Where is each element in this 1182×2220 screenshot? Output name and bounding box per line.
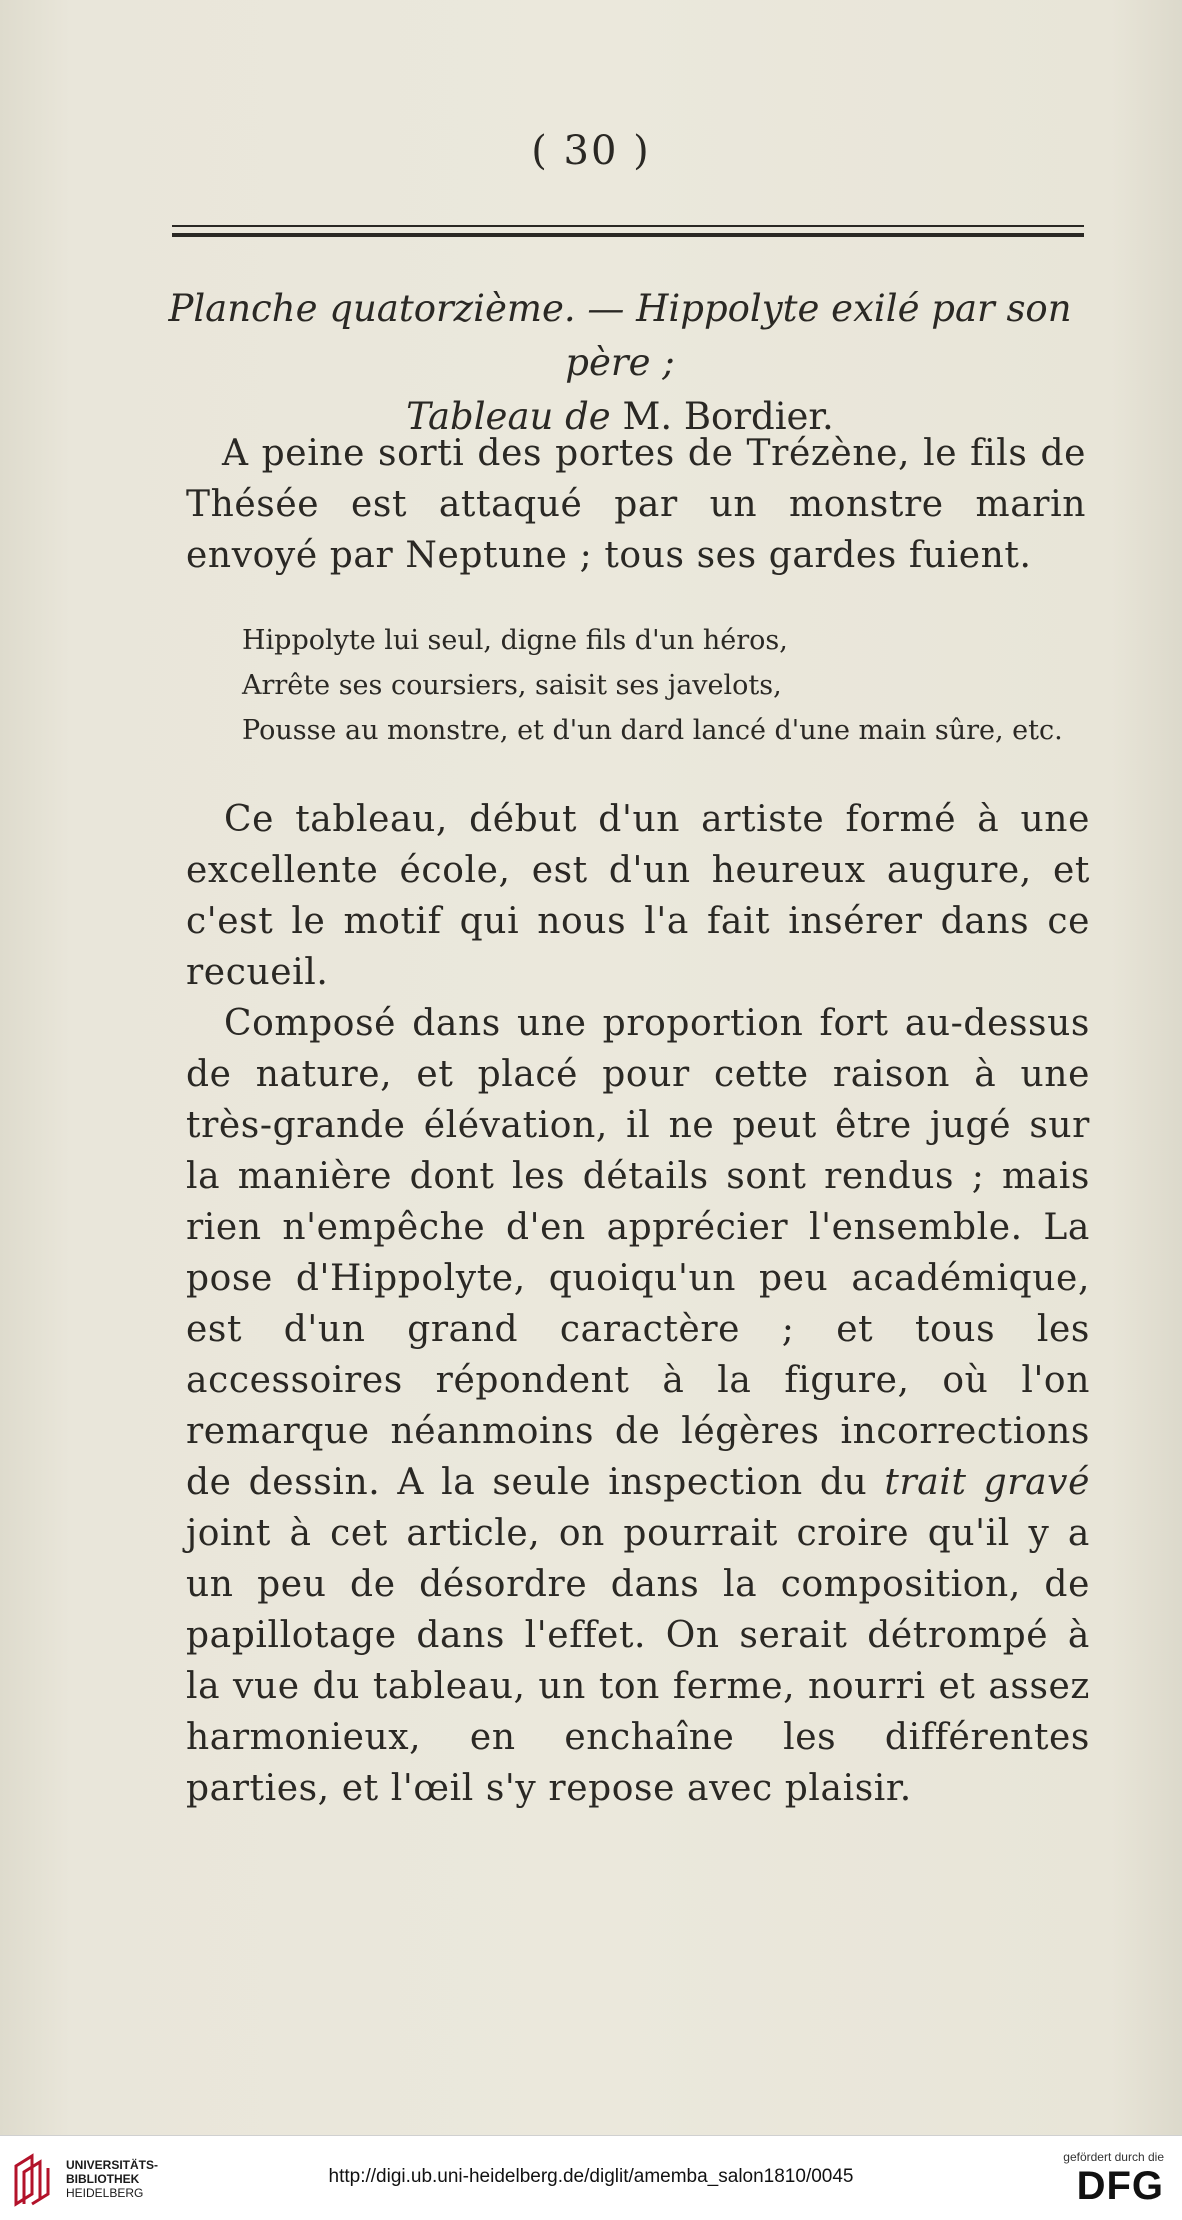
paragraph-1: Ce tableau, début d'un artiste formé à une excellente école, est d'un heureux augure, et c'est le motif qui nous l'a fait insérer dans ce recueil.: [186, 799, 1090, 993]
verse-line: Hippolyte lui seul, digne fils d'un héros,: [242, 625, 788, 656]
permalink-url[interactable]: http://digi.ub.uni-heidelberg.de/diglit/amemba_salon1810/0045: [328, 2166, 854, 2187]
verse-line: Pousse au monstre, et d'un dard lancé d'une main sûre, etc.: [242, 715, 1063, 746]
viewer-footer: [0, 2135, 1182, 2220]
header-rule-thin: [172, 225, 1084, 227]
verse-quote: [242, 618, 1102, 753]
plate-heading-prefix: Tableau de: [406, 395, 611, 438]
verse-line: Arrête ses coursiers, saisit ses javelots,: [242, 670, 782, 701]
page-number: ( 30 ): [531, 128, 651, 174]
paragraph-2: [186, 998, 1090, 1814]
plate-heading-artist: M. Bordier.: [622, 395, 834, 438]
plate-heading-title: Planche quatorzième. — Hippolyte exilé par son père ;: [168, 287, 1072, 384]
body-text: [186, 794, 1090, 1814]
library-name-line3: HEIDELBERG: [66, 2186, 144, 2200]
funded-by-label: gefördert durch die: [1063, 2150, 1164, 2164]
paragraph-2-end: joint à cet article, on pourrait croire qu'il y a un peu de désordre dans la composition, de papillotage dans l'effet. On serait détrompé à la vue du tableau, un ton ferme, nourri et assez harmonieux, en enchaîne les différentes parties, et l'œil s'y repose avec plaisir.: [186, 1513, 1090, 1809]
intro-paragraph: A peine sorti des portes de Trézène, le fils de Thésée est attaqué par un monstre marin envoyé par Neptune ; tous ses gardes fuient.: [186, 433, 1086, 576]
paragraph-2-italic: trait gravé: [884, 1462, 1091, 1503]
library-name-line2: BIBLIOTHEK: [66, 2172, 140, 2186]
dfg-logo: DFG: [1076, 2164, 1164, 2208]
plate-heading: [150, 282, 1090, 444]
paragraph-2-start: Composé dans une proportion fort au-dessus de nature, et placé pour cette raison à une très-grande élévation, il ne peut être jugé sur la manière dont les détails sont rendus ; mais rien n'empêche d'en apprécier l'ensemble. La pose d'Hippolyte, quoiqu'un peu académique, est d'un grand caractère ; et tous les accessoires répondent à la figure, où l'on remarque néanmoins de légères incorrections de dessin. A la seule inspection du: [186, 1003, 1090, 1503]
header-rule-thick: [172, 233, 1084, 237]
library-name-line1: UNIVERSITÄTS-: [66, 2158, 159, 2172]
funding-credit[interactable]: [1014, 2150, 1164, 2208]
